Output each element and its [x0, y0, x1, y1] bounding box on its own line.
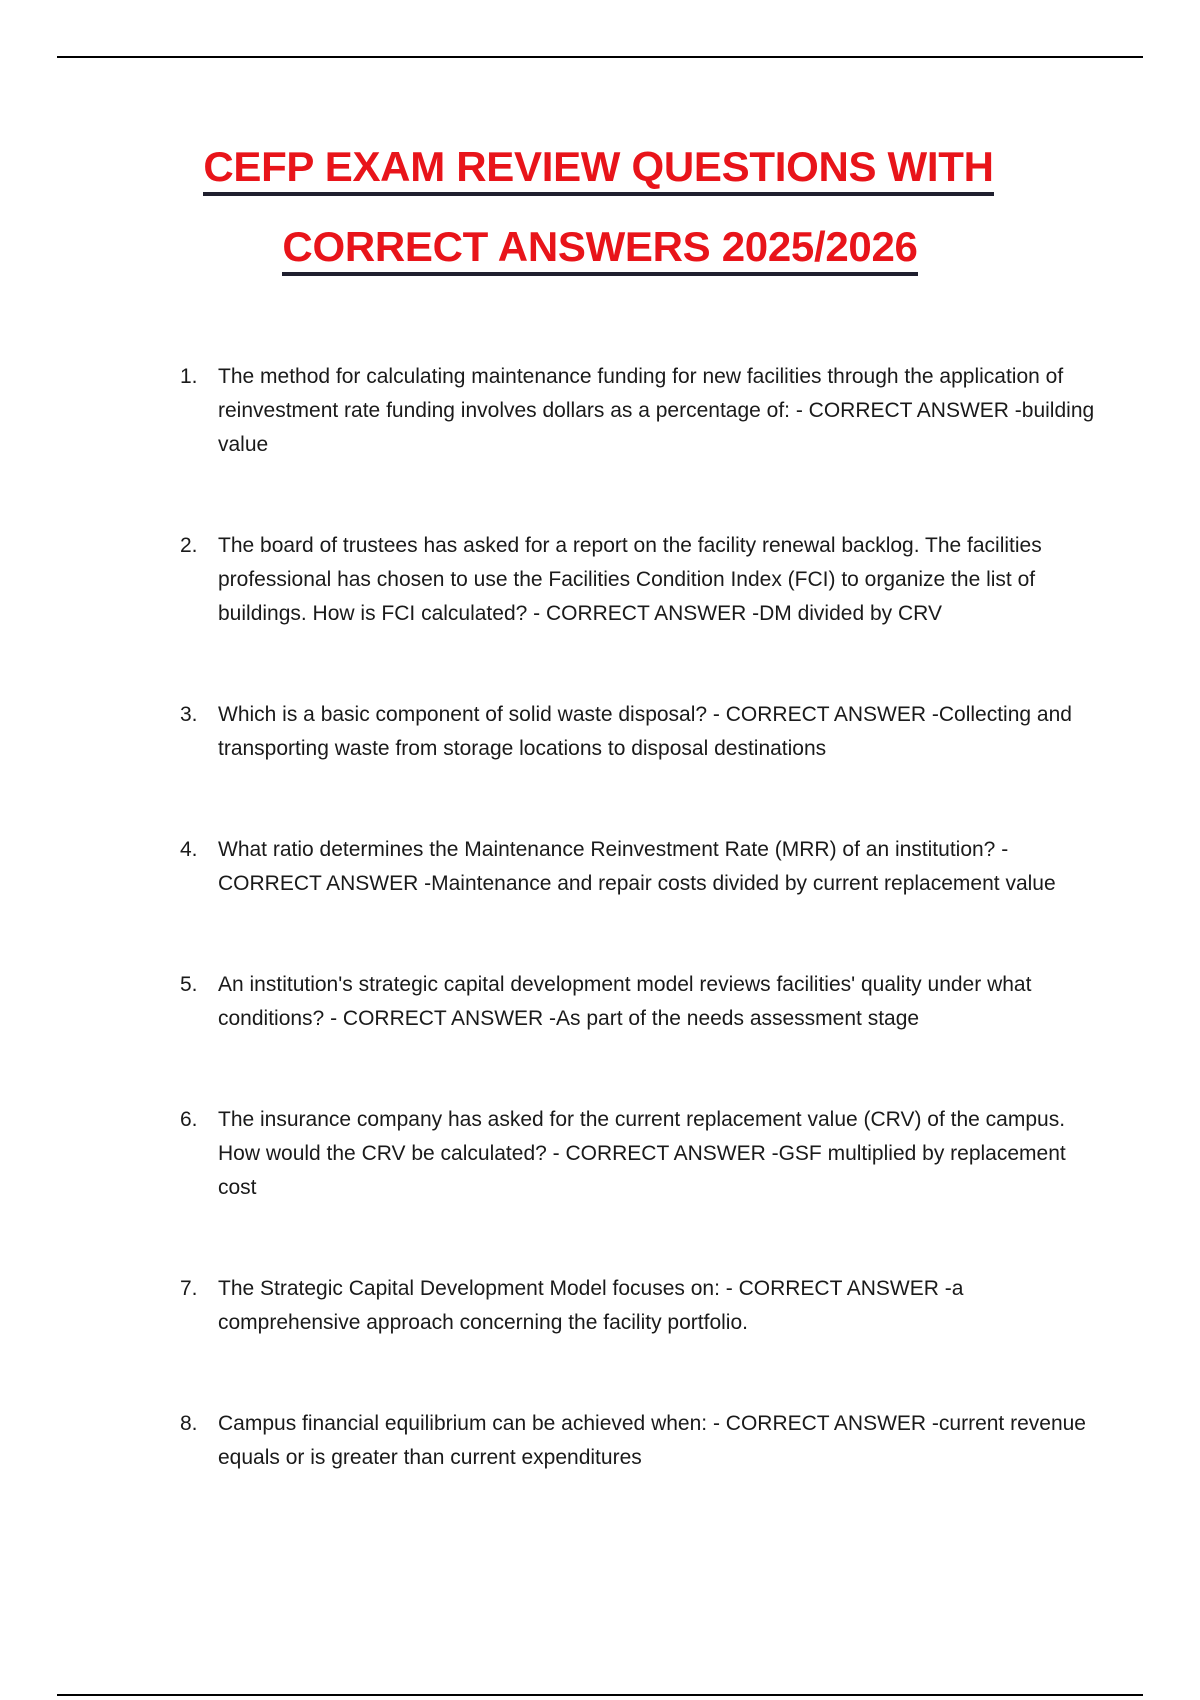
top-rule — [57, 56, 1143, 58]
question-item — [180, 698, 1100, 766]
question-text: The Strategic Capital Development Model focuses on: - CORRECT ANSWER -a comprehensive approach concerning the facility portfolio. — [218, 1277, 964, 1334]
question-number: 7. — [180, 1277, 198, 1300]
question-number: 2. — [180, 534, 198, 557]
question-number: 8. — [180, 1412, 198, 1435]
question-number: 4. — [180, 838, 198, 861]
question-item — [180, 1272, 1100, 1340]
title-line-2: CORRECT ANSWERS 2025/2026 — [282, 222, 917, 276]
question-item — [180, 360, 1100, 462]
question-text: Campus financial equilibrium can be achieved when: - CORRECT ANSWER -current revenue equals or is greater than current expenditures — [218, 1412, 1086, 1469]
question-number: 6. — [180, 1108, 198, 1131]
question-item — [180, 1103, 1100, 1205]
question-text: The board of trustees has asked for a report on the facility renewal backlog. The facilities professional has chosen to use the Facilities Condition Index (FCI) to organize the list of buildings. How is FCI calculated? - CORRECT ANSWER -DM divided by CRV — [218, 534, 1042, 625]
question-item — [180, 833, 1100, 901]
document-title — [0, 142, 1200, 276]
question-text: What ratio determines the Maintenance Reinvestment Rate (MRR) of an institution? - CORRECT ANSWER -Maintenance and repair costs divided by current replacement value — [218, 838, 1056, 895]
question-number: 5. — [180, 973, 198, 996]
title-line-1: CEFP EXAM REVIEW QUESTIONS WITH — [203, 142, 993, 196]
question-item — [180, 1407, 1100, 1475]
question-text: Which is a basic component of solid waste disposal? - CORRECT ANSWER -Collecting and transporting waste from storage locations to disposal destinations — [218, 703, 1072, 760]
question-list — [180, 360, 1100, 1475]
question-text: An institution's strategic capital development model reviews facilities' quality under what conditions? - CORRECT ANSWER -As part of the needs assessment stage — [218, 973, 1032, 1030]
question-number: 1. — [180, 365, 198, 388]
question-item — [180, 529, 1100, 631]
question-text: The method for calculating maintenance funding for new facilities through the application of reinvestment rate funding involves dollars as a percentage of: - CORRECT ANSWER -building value — [218, 365, 1095, 456]
question-text: The insurance company has asked for the current replacement value (CRV) of the campus. How would the CRV be calculated? - CORRECT ANSWER -GSF multiplied by replacement cost — [218, 1108, 1066, 1199]
question-number: 3. — [180, 703, 198, 726]
bottom-rule — [57, 1694, 1143, 1696]
question-item — [180, 968, 1100, 1036]
